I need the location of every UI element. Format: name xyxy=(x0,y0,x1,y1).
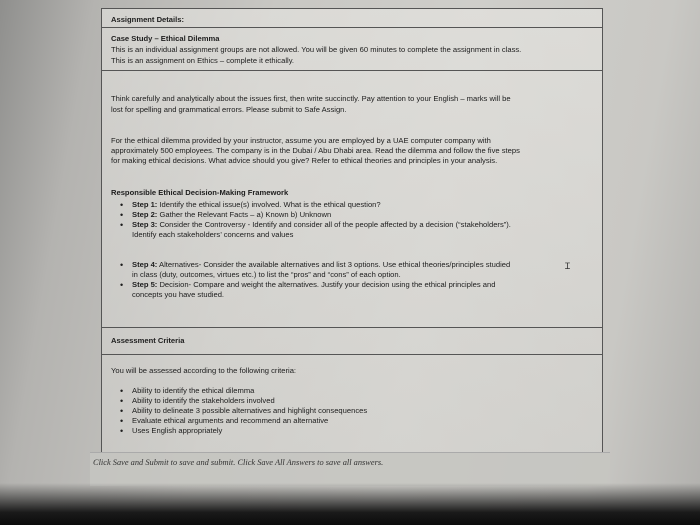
divider xyxy=(102,354,602,355)
framework-step: • Step 3: Consider the Controversy - Identify and consider all of the people affected by a decision (“stakeholders”). Identify each stakeholders’ concerns and values xyxy=(120,220,594,240)
criteria-list xyxy=(120,386,594,436)
case-study-title: Case Study – Ethical Dilemma xyxy=(111,34,220,43)
instructions-line-2: lost for spelling and grammatical errors. Please submit to Safe Assign. xyxy=(111,105,347,114)
assignment-heading: Assignment Details: xyxy=(111,15,185,24)
criteria-item: • Ability to identify the ethical dilemma xyxy=(120,386,594,396)
framework-step: • Step 1: Identify the ethical issue(s) involved. What is the ethical question? xyxy=(120,200,594,210)
dilemma-line-1: For the ethical dilemma provided by your instructor, assume you are employed by a UAE computer company with xyxy=(111,136,491,145)
criteria-item: • Evaluate ethical arguments and recommend an alternative xyxy=(120,416,594,426)
framework-step: • Step 2: Gather the Relevant Facts – a) Known b) Unknown xyxy=(120,210,594,220)
screen-bezel xyxy=(0,483,700,525)
submit-instructions: Click Save and Submit to save and submit. Click Save All Answers to save all answers. xyxy=(93,458,384,467)
divider xyxy=(102,70,602,71)
instructions-line-1: Think carefully and analytically about the issues first, then write succinctly. Pay attention to your English – marks will be xyxy=(111,94,511,103)
criteria-item: • Uses English appropriately xyxy=(120,426,594,436)
dilemma-line-2: approximately 500 employees. The company is in the Dubai / Abu Dhabi area. Read the dilemma and follow the five steps xyxy=(111,146,520,155)
framework-title: Responsible Ethical Decision-Making Framework xyxy=(111,188,289,197)
text-cursor-icon: Ɪ xyxy=(565,261,571,271)
assignment-details-panel xyxy=(101,8,603,453)
framework-steps-list xyxy=(120,200,594,240)
framework-step: • Step 4: Alternatives- Consider the available alternatives and list 3 options. Use ethical theories/principles studied in class (duty, outcomes, virtues etc.) to list the “pros” and “cons” of each option. xyxy=(120,260,594,280)
submit-instructions-bar xyxy=(90,452,610,486)
criteria-item: • Ability to delineate 3 possible alternatives and highlight consequences xyxy=(120,406,594,416)
intro-line-2: This is an assignment on Ethics – complete it ethically. xyxy=(111,56,295,65)
divider xyxy=(102,327,602,328)
framework-steps-list xyxy=(120,260,594,300)
criteria-title: Assessment Criteria xyxy=(111,336,185,345)
intro-line-1: This is an individual assignment groups are not allowed. You will be given 60 minutes to complete the assignment in class. xyxy=(111,45,522,54)
framework-step: • Step 5: Decision- Compare and weight the alternatives. Justify your decision using the ethical principles and concepts you have studied. xyxy=(120,280,594,300)
dilemma-line-3: for making ethical decisions. What advice should you give? Refer to ethical theories and principles in your analysis. xyxy=(111,156,498,165)
divider xyxy=(102,27,602,28)
criteria-intro: You will be assessed according to the following criteria: xyxy=(111,366,297,375)
criteria-item: • Ability to identify the stakeholders involved xyxy=(120,396,594,406)
